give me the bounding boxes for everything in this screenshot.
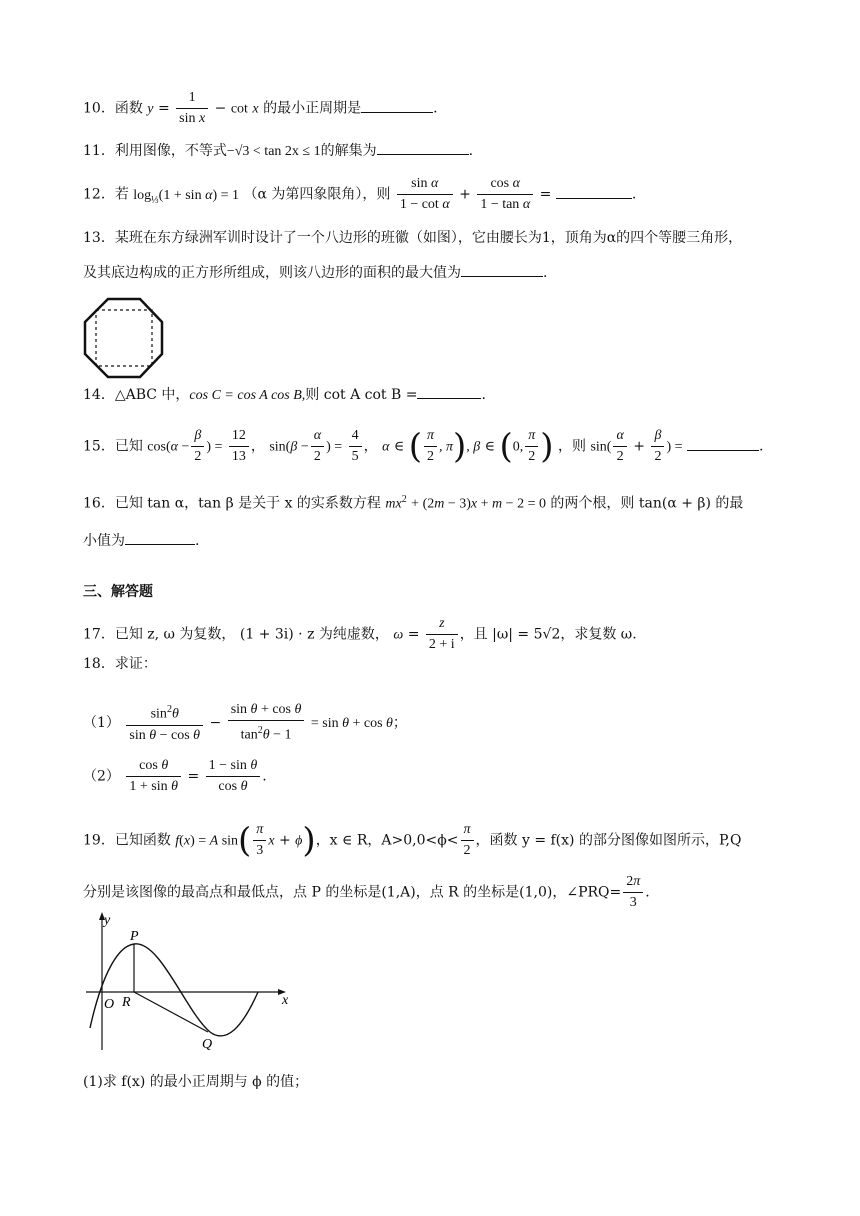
label-o: O bbox=[104, 997, 115, 1012]
answer-blank bbox=[361, 98, 433, 113]
answer-blank bbox=[461, 262, 543, 277]
question-19-line1: 19．已知函数 f(x) = A sin( $\frac{\pi}{3}$ x + ϕ)，x ∈ R，A>0,0<ϕ< $\frac{\pi}{2}$ ，函数 y = f(x) 的部分图像如图所示，P,Q bbox=[83, 820, 742, 861]
section-heading: 三、解答题 bbox=[83, 584, 153, 600]
question-19-part1: (1)求 f(x) 的最小正周期与 ϕ 的值； bbox=[83, 1074, 309, 1090]
question-18-title: 18．求证： bbox=[83, 656, 157, 672]
question-11: 11．利用图像，不等式−√3 < tan 2x ≤ 1的解集为 . bbox=[83, 140, 473, 162]
answer-blank bbox=[377, 140, 469, 155]
sine-graph-figure bbox=[82, 908, 312, 1058]
question-10: 10．函数 y = $\frac{1}{\text{sin x}}$ − cot x 的最小正周期是 . bbox=[83, 88, 438, 129]
question-16-line1: 16．已知 tan α，tan β 是关于 x 的实系数方程 $mx^2 + (2m - 3)x + m - 2 = 0$ 的两个根，则 tan(α + β) 的最 bbox=[83, 494, 744, 512]
question-13-line1: 13．某班在东方绿洲军训时设计了一个八边形的班徽（如图），它由腰长为1，顶角为α的四个等腰三角形， bbox=[83, 230, 743, 246]
octagon-badge-figure bbox=[82, 296, 166, 380]
label-y: y bbox=[104, 913, 111, 928]
question-17: 17．已知 z, ω 为复数， (1 + 3i) · z 为纯虚数， ω = $\frac{z}{2 + i}$ ，且 |ω| = 5√2，求复数 ω. bbox=[83, 614, 637, 655]
label-r: R bbox=[122, 995, 131, 1010]
label-p: P bbox=[130, 929, 139, 944]
answer-blank bbox=[125, 530, 195, 545]
question-19-line2: 分别是该图像的最高点和最低点，点 P 的坐标是(1,A)，点 R 的坐标是(1,0)，∠PRQ= $\frac{2\pi}{3}$ . bbox=[83, 872, 650, 913]
question-18-part2: （2） $\frac{\text{cos θ}}{\text{1 + sin θ}}$ = $\frac{\text{1 − sin θ}}{\text{cos θ}}$ . bbox=[83, 756, 267, 797]
sine-curve bbox=[90, 944, 258, 1036]
question-12: 12．若 $\log_{\frac{1}{3}}(1 + \sin \alpha) = 1$ （α 为第四象限角），则 $\frac{\text{sin α}}{\text{1 − cot α}}$ + $\frac{\text{cos α}}{\text{1 − tan α}}$ = . bbox=[83, 174, 636, 215]
question-16-line2: 小值为 . bbox=[83, 530, 199, 551]
answer-blank bbox=[687, 436, 759, 451]
question-18-part1: （1） $\frac{\sin^2\theta}{\text{sin θ − cos θ}}$ − $\frac{\text{sin θ + cos θ}}{\tan^2\theta - 1}$ = sin θ + cos θ； bbox=[83, 700, 407, 746]
question-15: 15．已知 cos(α − $\frac{\beta}{2}$ ) = $\frac{12}{13}$ ， sin(β − $\frac{\alpha}{2}$ ) = $\frac{4}{5}$ ， α ∈ ( $\frac{\pi}{2}$ , π), β ∈ (0, $\frac{\pi}{2}$ ) ，则 sin( $\frac{\alpha}{2}$ + $\frac{\beta}{2}$ ) = . bbox=[83, 426, 764, 467]
question-13-line2: 及其底边构成的正方形所组成，则该八边形的面积的最大值为 . bbox=[83, 262, 547, 283]
answer-blank bbox=[556, 184, 632, 199]
label-q: Q bbox=[202, 1037, 213, 1052]
question-14: 14．△ABC 中，cos C = cos A cos B,则 cot A cot B = . bbox=[83, 384, 486, 406]
label-x: x bbox=[282, 993, 289, 1008]
answer-blank bbox=[417, 384, 481, 399]
